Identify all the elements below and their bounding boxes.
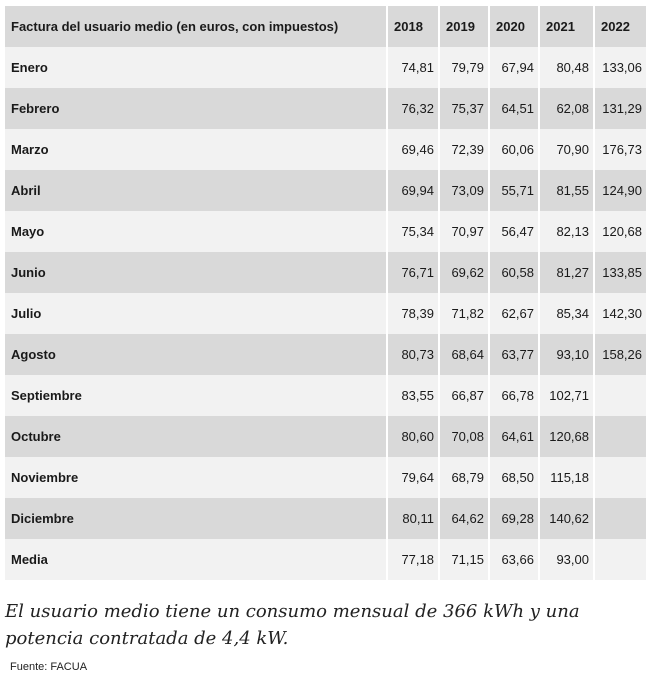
table-row [5,416,646,457]
value-cell: 64,62 [439,498,489,539]
table-header-row [5,6,646,47]
value-cell: 131,29 [594,88,646,129]
table-row [5,170,646,211]
month-cell: Agosto [5,334,387,375]
value-cell: 82,13 [539,211,594,252]
value-cell [594,375,646,416]
table-row [5,498,646,539]
value-cell: 120,68 [594,211,646,252]
value-cell: 81,27 [539,252,594,293]
month-cell: Diciembre [5,498,387,539]
value-cell: 81,55 [539,170,594,211]
header-label: Factura del usuario medio (en euros, con impuestos) [5,6,387,47]
month-cell: Octubre [5,416,387,457]
month-cell: Junio [5,252,387,293]
header-year: 2021 [539,6,594,47]
value-cell: 73,09 [439,170,489,211]
table-body [5,47,646,580]
value-cell: 71,82 [439,293,489,334]
month-cell: Enero [5,47,387,88]
value-cell: 70,08 [439,416,489,457]
value-cell: 68,64 [439,334,489,375]
value-cell: 78,39 [387,293,439,334]
value-cell: 55,71 [489,170,539,211]
header-year: 2018 [387,6,439,47]
value-cell: 85,34 [539,293,594,334]
value-cell: 140,62 [539,498,594,539]
consumption-note: El usuario medio tiene un consumo mensual de 366 kWh y una potencia contratada de 4,4 kW. [5,601,580,649]
value-cell: 56,47 [489,211,539,252]
value-cell: 68,50 [489,457,539,498]
month-cell: Marzo [5,129,387,170]
month-cell: Febrero [5,88,387,129]
month-cell: Abril [5,170,387,211]
value-cell: 80,73 [387,334,439,375]
value-cell: 102,71 [539,375,594,416]
value-cell: 60,06 [489,129,539,170]
value-cell: 60,58 [489,252,539,293]
table-row [5,457,646,498]
month-cell: Noviembre [5,457,387,498]
header-year: 2022 [594,6,646,47]
value-cell: 76,71 [387,252,439,293]
value-cell: 64,51 [489,88,539,129]
value-cell: 69,94 [387,170,439,211]
value-cell: 79,64 [387,457,439,498]
value-cell: 142,30 [594,293,646,334]
header-year: 2019 [439,6,489,47]
value-cell: 75,34 [387,211,439,252]
value-cell: 69,46 [387,129,439,170]
value-cell: 176,73 [594,129,646,170]
value-cell: 77,18 [387,539,439,580]
table-row [5,293,646,334]
month-cell: Media [5,539,387,580]
value-cell [594,416,646,457]
value-cell [594,457,646,498]
value-cell: 75,37 [439,88,489,129]
value-cell: 158,26 [594,334,646,375]
value-cell: 68,79 [439,457,489,498]
value-cell: 63,66 [489,539,539,580]
value-cell: 80,60 [387,416,439,457]
value-cell: 69,62 [439,252,489,293]
value-cell: 66,78 [489,375,539,416]
value-cell: 120,68 [539,416,594,457]
month-cell: Septiembre [5,375,387,416]
table-row [5,539,646,580]
value-cell: 115,18 [539,457,594,498]
month-cell: Mayo [5,211,387,252]
table-row [5,47,646,88]
value-cell: 79,79 [439,47,489,88]
value-cell: 72,39 [439,129,489,170]
value-cell: 133,85 [594,252,646,293]
table-row [5,334,646,375]
value-cell: 70,97 [439,211,489,252]
value-cell: 93,10 [539,334,594,375]
value-cell: 71,15 [439,539,489,580]
value-cell: 83,55 [387,375,439,416]
table-row [5,252,646,293]
value-cell: 133,06 [594,47,646,88]
header-year: 2020 [489,6,539,47]
bill-table [5,6,646,580]
value-cell: 69,28 [489,498,539,539]
value-cell: 74,81 [387,47,439,88]
value-cell: 80,11 [387,498,439,539]
value-cell: 124,90 [594,170,646,211]
table-row [5,211,646,252]
value-cell: 76,32 [387,88,439,129]
table-row [5,88,646,129]
value-cell: 63,77 [489,334,539,375]
value-cell: 66,87 [439,375,489,416]
value-cell [594,539,646,580]
value-cell: 93,00 [539,539,594,580]
table-row [5,129,646,170]
month-cell: Julio [5,293,387,334]
value-cell: 70,90 [539,129,594,170]
value-cell: 62,67 [489,293,539,334]
table-row [5,375,646,416]
value-cell: 64,61 [489,416,539,457]
value-cell: 67,94 [489,47,539,88]
value-cell: 80,48 [539,47,594,88]
source-label: Fuente: FACUA [10,661,88,673]
value-cell [594,498,646,539]
value-cell: 62,08 [539,88,594,129]
